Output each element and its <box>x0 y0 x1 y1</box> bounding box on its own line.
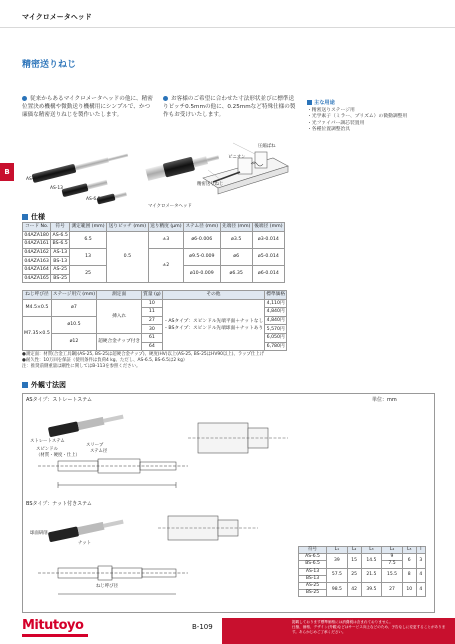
stem-cell: ø9.5-0.009 <box>183 248 220 265</box>
application-item: ・各種位置調整治具 <box>307 127 351 133</box>
spec-notes: ●測定面：材質(合金工具鋼)(AS-25, BS-25は超硬合金チップ)、硬度(HV)以上(AS-25, BS-25はHV90以上)、ラップ仕上げ ●耐久性：10万回を保証（使用条件は負荷4 kg、ただし、AS-6.5, BS-6.5は2 kg） 注：推奨前側重量は剛性に関してはB-113を参照ください。 <box>22 352 265 369</box>
table-row <box>23 248 285 257</box>
dim-label-spindle: スピンドル <box>36 447 58 452</box>
dim-label-carbide: 球面研削 <box>30 531 48 536</box>
spec-heading: 仕様 <box>22 212 45 222</box>
col-header: 測定範囲 (mm) <box>70 223 107 232</box>
side-index-tab[interactable]: B <box>0 163 14 181</box>
table-row: AS-6.5 39 15 14.5 9 6 3 <box>299 554 426 561</box>
other-cell: ・ASタイプ：スピンドル先端平面＋ナットなし ・BSタイプ：スピンドル先端球面＋ナットあり <box>162 299 265 351</box>
table-row: BS-6.5 7.5 <box>299 561 426 568</box>
rear-cell: ø3-0.014 <box>252 231 284 248</box>
code-cell: 04AZA162 <box>24 249 49 255</box>
col-header: l <box>416 547 425 554</box>
stem-cell: ø10-0.009 <box>183 265 220 282</box>
col-header: コード No. <box>23 223 51 232</box>
intro-right: お客様のご希望に合わせた寸法形状並びに標準送りピッチ0.5mmの他に、0.25mmなど特殊仕様の製作もお受けいたします。 <box>163 96 296 119</box>
mass-cell: 11 <box>142 308 163 317</box>
code-cell: 04AZA163 <box>24 258 49 264</box>
table-row <box>23 231 285 240</box>
col-header: L₁ <box>327 547 348 554</box>
unit-label: 単位：mm <box>372 397 397 403</box>
table-row: AS-25 98.5 42 39.5 27 10 4 <box>299 582 426 589</box>
table-row: AS-13 57.5 25 21.5 15.5 8 4 <box>299 568 426 575</box>
model-cell: BS-13 <box>51 257 70 266</box>
price-cell: 4,110円 <box>266 300 285 306</box>
thread-cell: M4.5×0.5 <box>23 299 52 316</box>
face-cell: 超硬合金チップ付き <box>97 333 142 350</box>
col-header: ステム径 (mm) <box>183 223 220 232</box>
as-type-drawing <box>28 403 298 498</box>
footer-notice: 掲載しております標準価格には消費税は含まれておりません。 仕様、価格、デザイン(外観)などはサービス向上などのため、予告なしに変更することがあります。あらかじめご了承ください。 <box>292 620 446 634</box>
range-cell: 13 <box>70 248 107 265</box>
col-header: L₅ <box>402 547 416 554</box>
accuracy-cell: ±3 <box>148 231 183 248</box>
col-header: ステージ用穴 (mm) <box>51 291 96 300</box>
col-header: 符号 <box>51 223 70 232</box>
col-header: L₄ <box>382 547 403 554</box>
price-cell: 6,050円 <box>266 335 285 341</box>
price-cell: 4,840円 <box>266 317 285 323</box>
price-cell: 4,840円 <box>266 309 285 315</box>
section-header: マイクロメータヘッド <box>22 13 92 21</box>
col-header: 送りピッチ (mm) <box>107 223 149 232</box>
mass-cell: 61 <box>142 333 163 342</box>
code-cell: 04AZA180 <box>24 232 49 238</box>
tip-cell: ø6 <box>220 248 252 265</box>
bullet-icon <box>163 96 168 101</box>
col-header: 測定面 <box>97 291 142 300</box>
bs-type-label: BSタイプ：ナット付きステム <box>26 501 92 507</box>
photo-label-head: マイクロメータヘッド <box>148 204 192 209</box>
mass-cell: 64 <box>142 342 163 351</box>
hole-cell: ø10.5 <box>51 316 96 333</box>
applications-box <box>307 99 435 134</box>
brand-logo: Mitutoyo <box>22 618 84 633</box>
range-cell: 6.5 <box>70 231 107 248</box>
tip-cell: ø3.5 <box>220 231 252 248</box>
face-cell: 挿入れ <box>97 299 142 333</box>
diagram-label-stage: ピニオン <box>228 155 246 160</box>
rear-cell: ø5-0.014 <box>252 248 284 265</box>
col-header: その他 <box>162 291 265 300</box>
photo-label-as65: AS-6.5 <box>86 197 101 202</box>
applications-heading: 主な用途 <box>307 99 435 106</box>
stem-cell: ø6-0.006 <box>183 231 220 248</box>
col-header: 送り精度 (μm) <box>148 223 183 232</box>
accuracy-cell: ±2 <box>148 248 183 282</box>
code-cell: 04AZA165 <box>24 275 49 281</box>
col-header: 先端径 (mm) <box>220 223 252 232</box>
application-item: ・光ファイバー調芯装置用 <box>307 120 365 126</box>
dim-label-material: （材質・硬度・仕上） <box>36 453 80 458</box>
dimension-table <box>298 546 426 597</box>
range-cell: 25 <box>70 265 107 282</box>
dim-label-nut: ナット <box>78 541 92 546</box>
model-cell: BS-25 <box>51 274 70 283</box>
model-cell: AS-25 <box>51 265 70 274</box>
code-cell: 04AZA161 <box>24 241 49 247</box>
page-title: 精密送りねじ <box>22 60 77 70</box>
col-header: 質量 (g) <box>142 291 163 300</box>
page-number: B-109 <box>192 623 213 631</box>
code-cell: 04AZA164 <box>24 267 49 273</box>
model-cell: AS-6.5 <box>52 232 68 238</box>
intro-left: 従来からあるマイクロメータヘッドの他に、精密位置決め機構や微動送り機構用にシンプルで、かつ廉価な精密送りねじを製作いたします。 <box>22 96 153 119</box>
spec-table <box>22 222 285 283</box>
thread-cell: M7.35×0.5 <box>23 316 52 350</box>
photo-label-as13: AS-13 <box>50 186 63 191</box>
price-cell: 5,570円 <box>266 326 285 332</box>
mass-cell: 30 <box>142 325 163 334</box>
application-item: ・精密送りステージ用 <box>307 108 355 113</box>
dim-label-thread: ねじ呼び径 <box>96 584 118 589</box>
dim-label-sleeve: スリーブ <box>86 443 104 448</box>
stage-diagram <box>193 138 293 203</box>
table-row: BS-25 <box>299 590 426 597</box>
col-header: ねじ呼び径 <box>23 291 52 300</box>
diagram-label-spring: 圧縮ばね <box>258 144 276 149</box>
photo-label-as25: AS-25 <box>26 177 39 182</box>
header-divider <box>0 27 455 28</box>
table-row <box>23 299 287 308</box>
spec-table-2 <box>22 290 287 351</box>
logo-underline <box>22 634 88 637</box>
pitch-cell: 0.5 <box>107 231 149 283</box>
col-header: 符号 <box>299 547 327 554</box>
price-cell: 6,780円 <box>266 343 285 349</box>
col-header: 後端径 (mm) <box>252 223 284 232</box>
hole-cell: ø7 <box>51 299 96 316</box>
as-type-label: ASタイプ：ストレートステム <box>26 397 92 403</box>
table-row: BS-13 <box>299 575 426 582</box>
diagram-label-setscrew: 精密送りねじ <box>197 182 224 187</box>
mass-cell: 10 <box>142 299 163 308</box>
hole-cell: ø12 <box>51 333 96 350</box>
col-header: L₃ <box>361 547 382 554</box>
rear-cell: ø6-0.014 <box>252 265 284 282</box>
col-header: L₂ <box>347 547 361 554</box>
dim-label-stem: ステム径 <box>90 449 108 454</box>
dimensions-heading: 外観寸法図 <box>22 380 66 390</box>
dim-label-straight: ストレートステム <box>30 439 65 444</box>
col-header: 標準価格 <box>265 291 287 300</box>
tip-cell: ø6.35 <box>220 265 252 282</box>
mass-cell: 27 <box>142 316 163 325</box>
bullet-icon <box>22 96 27 101</box>
model-cell: AS-13 <box>51 248 70 257</box>
application-item: ・光学素子（ミラー、プリズム）の微動調整用 <box>307 114 408 120</box>
model-cell: BS-6.5 <box>52 241 68 247</box>
bs-type-drawing <box>28 508 298 608</box>
